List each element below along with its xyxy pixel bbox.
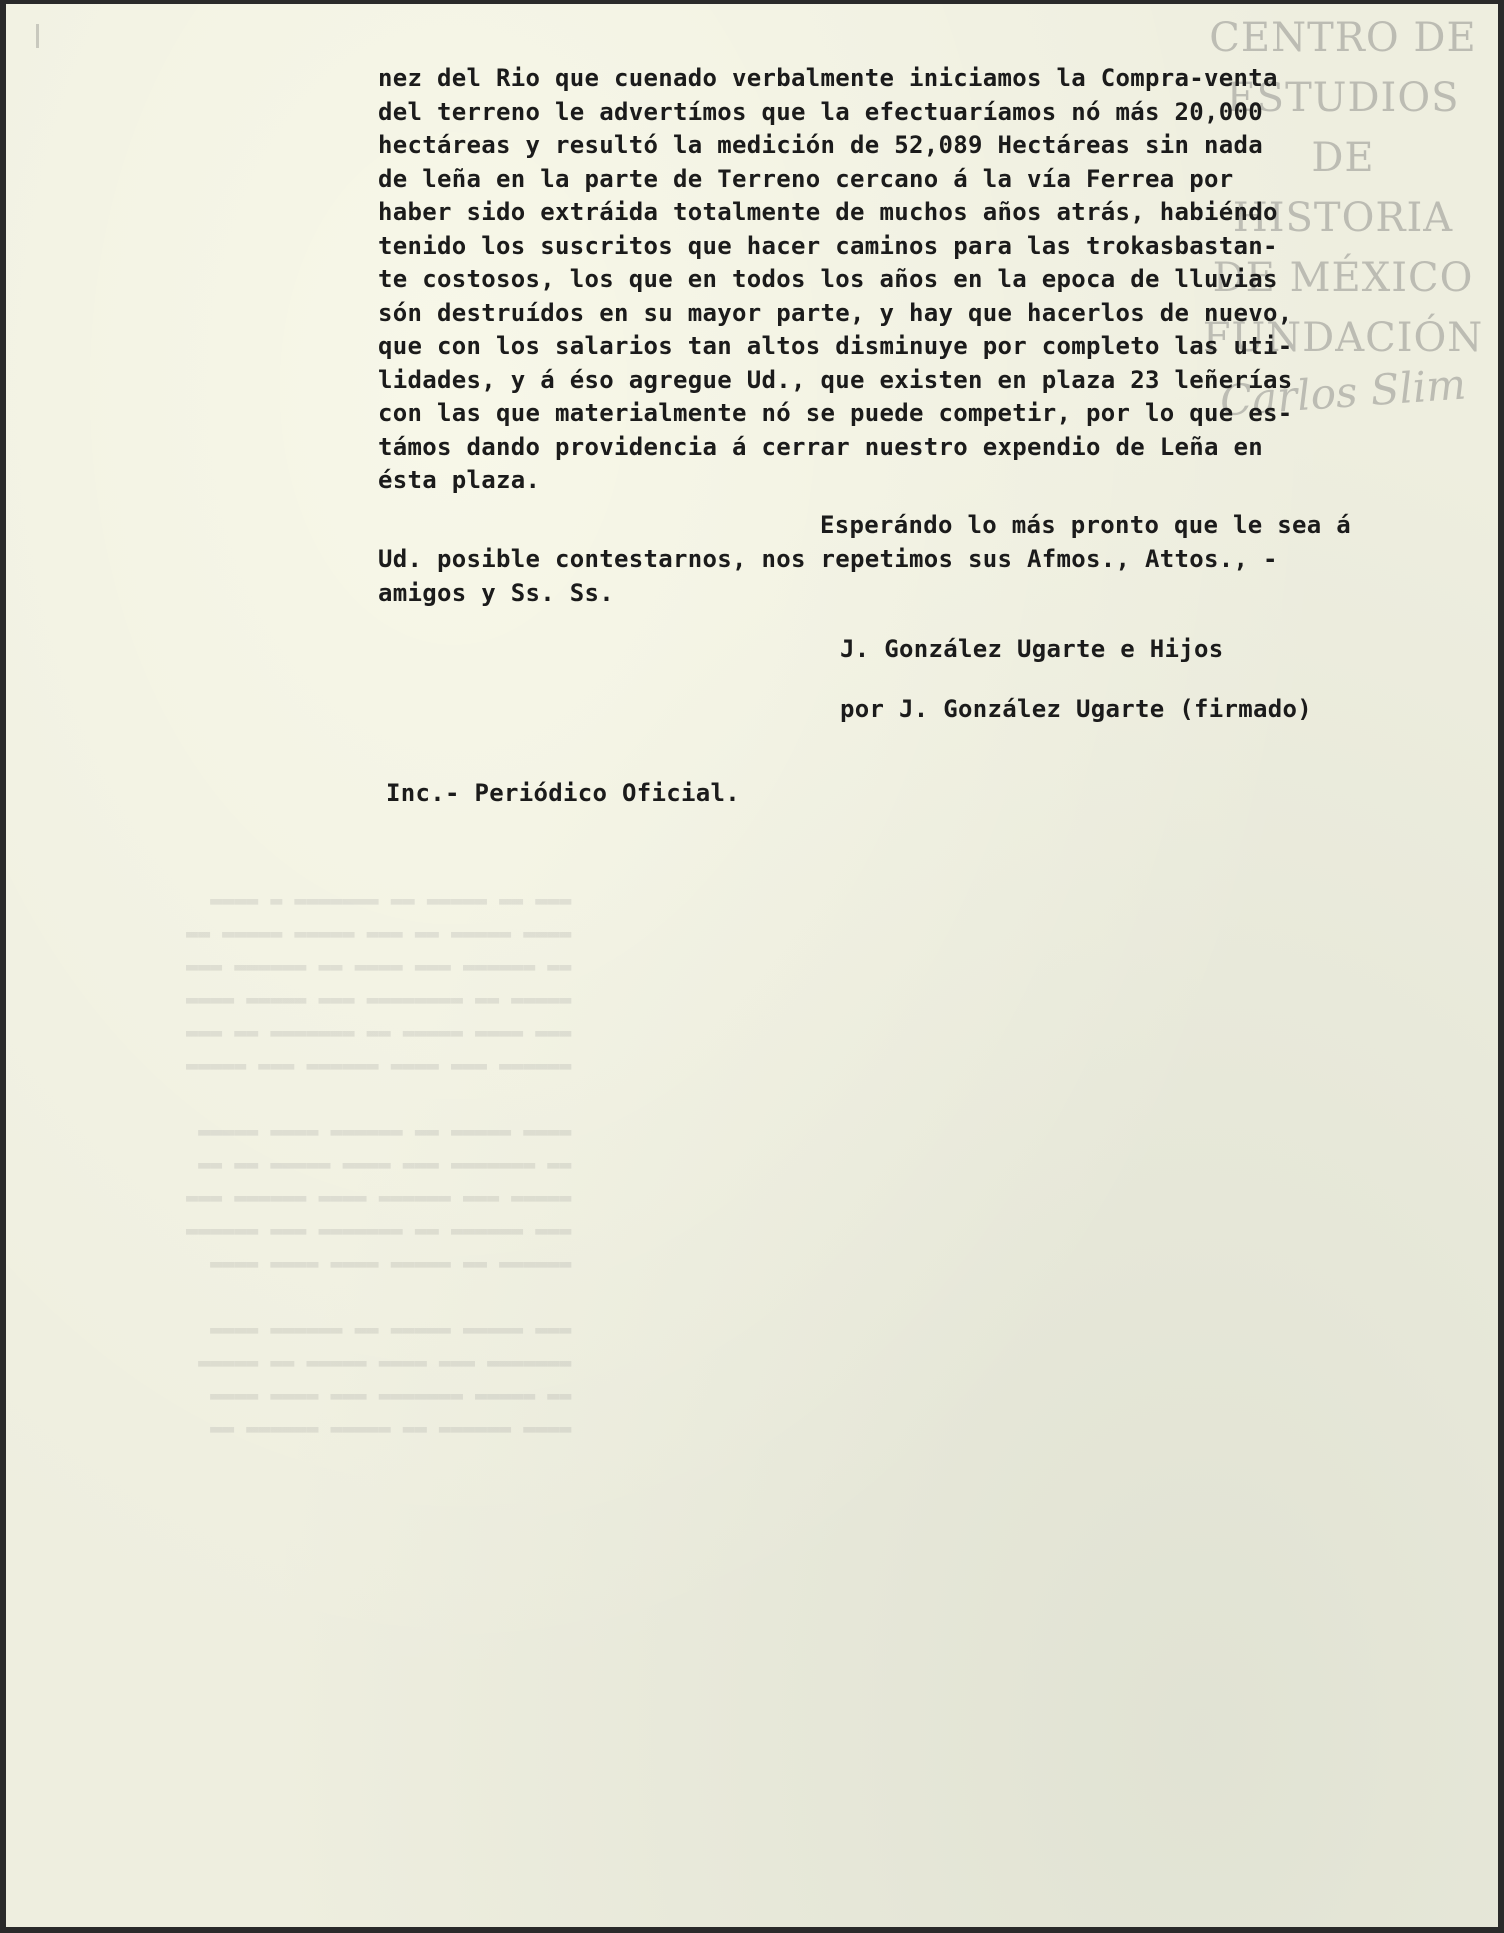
closing-line: Esperándo lo más pronto que le sea á: [820, 510, 1351, 539]
body-line: són destruídos en su mayor parte, y hay que hacerlos de nuevo,: [378, 298, 1293, 327]
closing-line: amigos y Ss. Ss.: [378, 578, 614, 607]
document-page: [6, 4, 1498, 1927]
body-line: te costosos, los que en todos los años en la epoca de lluvias: [378, 265, 1278, 293]
body-line: ésta plaza.: [378, 466, 541, 494]
watermark-signature: Carlos Slim: [1218, 359, 1468, 426]
letter-body: [378, 62, 1478, 498]
watermark-line: FUNDACIÓN: [1202, 315, 1484, 361]
body-line: lidades, y á éso agregue Ud., que existen en plaza 23 leñerías: [378, 365, 1293, 394]
watermark-line: CENTRO DE: [1209, 15, 1477, 61]
body-line: támos dando providencia á cerrar nuestro expendio de Leña en: [378, 432, 1263, 461]
edge-mark: [36, 24, 39, 48]
body-line: nez del Rio que cuenado verbalmente iniciamos la Compra-venta: [378, 64, 1278, 92]
body-line: del terreno le advertímos que la efectuaríamos nó más 20,000: [378, 97, 1263, 126]
watermark-line: DE MÉXICO: [1212, 255, 1474, 301]
body-line: de leña en la parte de Terreno cercano á la vía Ferrea por: [378, 164, 1234, 193]
body-line: tenido los suscritos que hacer caminos para las trokasbastan-: [378, 231, 1278, 260]
body-line: haber sido extráida totalmente de muchos años atrás, habiéndo: [378, 198, 1278, 226]
letter-text: [378, 62, 1478, 810]
enclosure-note: Inc.- Periódico Oficial.: [386, 778, 740, 807]
signature-firm: J. González Ugarte e Hijos: [840, 634, 1224, 663]
watermark-line: ESTUDIOS: [1226, 75, 1460, 121]
body-line: que con los salarios tan altos disminuye por completo las uti-: [378, 332, 1293, 360]
bleed-through-texture: ▬▬▬ ▬▬ ▬▬▬▬▬ ▬▬ ▬▬▬▬▬▬▬ ▬ ▬▬▬▬ ▬▬▬▬ ▬▬▬▬▬ ▬▬ ▬▬▬ ▬▬▬▬▬ ▬▬▬▬▬ ▬▬ ▬▬ ▬▬▬▬▬▬ ▬▬▬ ▬▬▬▬ ▬▬ ▬▬▬▬▬▬ ▬▬▬ ▬▬▬▬▬ ▬▬ ▬▬▬▬▬▬▬▬ ▬▬▬ ▬▬▬▬▬ ▬▬▬▬ ▬▬▬ ▬▬▬▬ ▬▬▬▬▬ ▬▬ ▬▬▬▬▬▬▬ ▬▬ ▬▬▬ ▬▬▬▬▬▬ ▬▬▬ ▬▬▬▬ ▬▬▬▬▬▬ ▬▬▬ ▬▬▬▬▬ ▬▬▬▬ ▬▬▬▬▬ ▬▬ ▬▬▬▬▬▬ ▬▬▬▬ ▬▬▬▬▬ ▬▬ ▬▬▬▬▬▬▬ ▬▬▬ ▬▬▬▬ ▬▬▬▬▬ ▬▬ ▬▬ ▬▬▬▬▬ ▬▬▬ ▬▬▬▬▬▬ ▬▬▬▬ ▬▬▬▬▬▬ ▬▬▬ ▬▬▬ ▬▬▬▬▬▬ ▬▬ ▬▬▬▬▬▬▬ ▬▬▬ ▬▬▬▬▬▬ ▬▬▬▬▬▬ ▬▬ ▬▬▬▬▬ ▬▬▬▬ ▬▬▬▬ ▬▬▬▬ ▬▬▬ ▬▬▬▬▬ ▬▬▬▬▬ ▬▬ ▬▬▬▬▬▬ ▬▬▬▬ ▬▬▬▬▬▬▬ ▬▬▬ ▬▬▬▬ ▬▬▬▬▬ ▬▬ ▬▬▬▬▬ ▬▬ ▬▬▬▬▬ ▬▬▬▬▬▬▬ ▬▬▬ ▬▬▬▬ ▬▬▬▬ ▬▬▬▬ ▬▬▬▬▬▬ ▬▬ ▬▬▬▬▬ ▬▬▬▬▬▬ ▬▬: [186, 888, 572, 1440]
closing-line: Ud. posible contestarnos, nos repetimos sus Afmos., Attos., -: [378, 544, 1278, 573]
signature-by: por J. González Ugarte (firmado): [840, 694, 1312, 723]
watermark-line: DE HISTORIA: [1232, 135, 1454, 241]
body-line: hectáreas y resultó la medición de 52,089 Hectáreas sin nada: [378, 131, 1263, 159]
body-line: con las que materialmente nó se puede competir, por lo que es-: [378, 399, 1293, 427]
letter-closing: [378, 508, 1478, 610]
